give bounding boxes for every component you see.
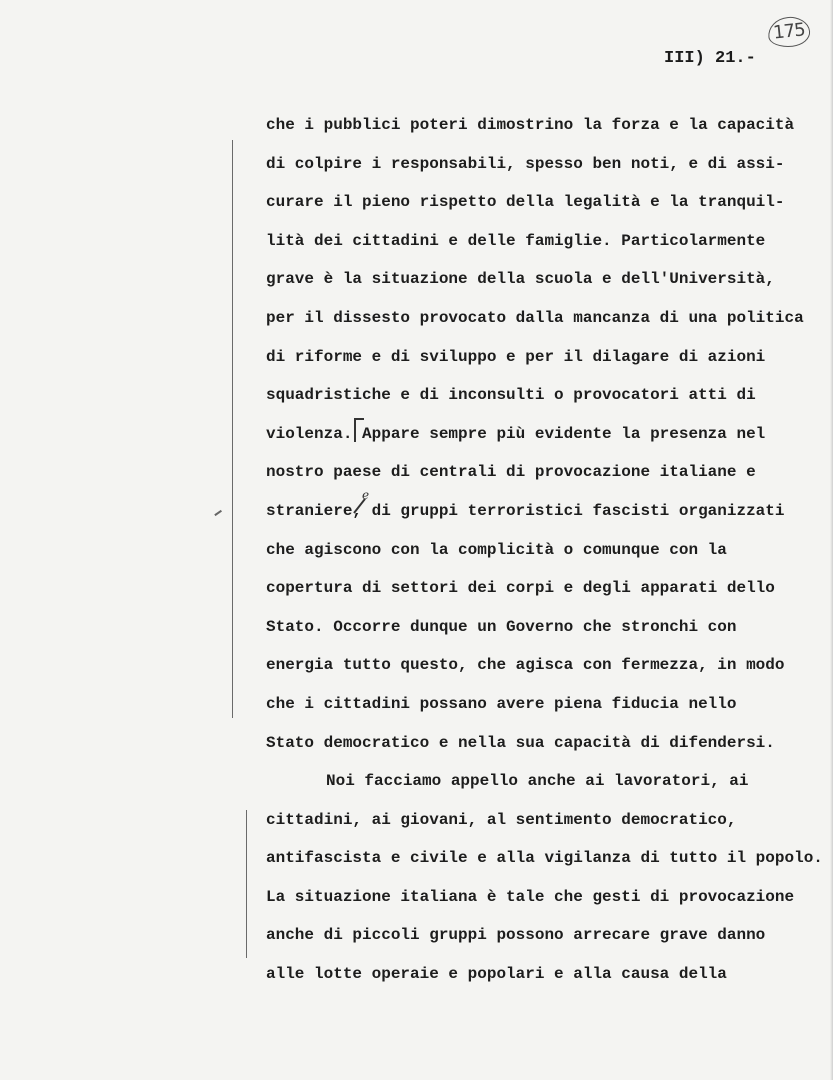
margin-bracket-upper — [232, 140, 233, 718]
margin-bracket-lower — [246, 810, 247, 958]
text-line: alle lotte operaie e popolari e alla causa della — [266, 965, 727, 984]
page-label: III) 21.- — [664, 49, 756, 68]
text-line: cittadini, ai giovani, al sentimento democratico, — [266, 810, 737, 829]
text-line: straniere, di gruppi terroristici fascisti organizzati — [266, 501, 785, 520]
text-line: grave è la situazione della scuola e dell'Università, — [266, 270, 775, 289]
text-line: che i pubblici poteri dimostrino la forza e la capacità — [266, 116, 795, 134]
paragraph-2 — [266, 762, 833, 994]
archive-number-stamp: 175 — [767, 15, 812, 49]
text-line: La situazione italiana è tale che gesti di provocazione — [266, 887, 795, 906]
text-line: che agiscono con la complicità o comunque con la — [266, 540, 727, 559]
text-line: lità dei cittadini e delle famiglie. Particolarmente — [266, 231, 766, 250]
text-line: curare il pieno rispetto della legalità e la tranquil- — [266, 193, 785, 212]
typed-body — [266, 106, 833, 994]
text-line: Noi facciamo appello anche ai lavoratori, ai — [326, 772, 749, 791]
text-line: Stato democratico e nella sua capacità di difendersi. — [266, 733, 775, 752]
text-line: di colpire i responsabili, spesso ben noti, e di assi- — [266, 154, 785, 173]
inserted-letter: e — [362, 488, 370, 502]
text-line: nostro paese di centrali di provocazione italiane e — [266, 463, 756, 482]
margin-tick — [214, 510, 221, 516]
text-line: violenza. Appare sempre più evidente la presenza nel — [266, 424, 766, 443]
text-line: che i cittadini possano avere piena fiducia nello — [266, 694, 737, 713]
text-line: di riforme e di sviluppo e per il dilagare di azioni — [266, 347, 766, 366]
text-line: antifascista e civile e alla vigilanza di tutto il popolo. — [266, 849, 823, 868]
text-line: copertura di settori dei corpi e degli apparati dello — [266, 579, 775, 598]
text-line: energia tutto questo, che agisca con fermezza, in modo — [266, 656, 785, 675]
text-line: Stato. Occorre dunque un Governo che stronchi con — [266, 617, 737, 636]
text-line: anche di piccoli gruppi possono arrecare grave danno — [266, 926, 766, 945]
text-line: squadristiche e di inconsulti o provocatori atti di — [266, 386, 756, 405]
paragraph-1 — [266, 106, 833, 762]
text-line: per il dissesto provocato dalla mancanza di una politica — [266, 308, 804, 327]
